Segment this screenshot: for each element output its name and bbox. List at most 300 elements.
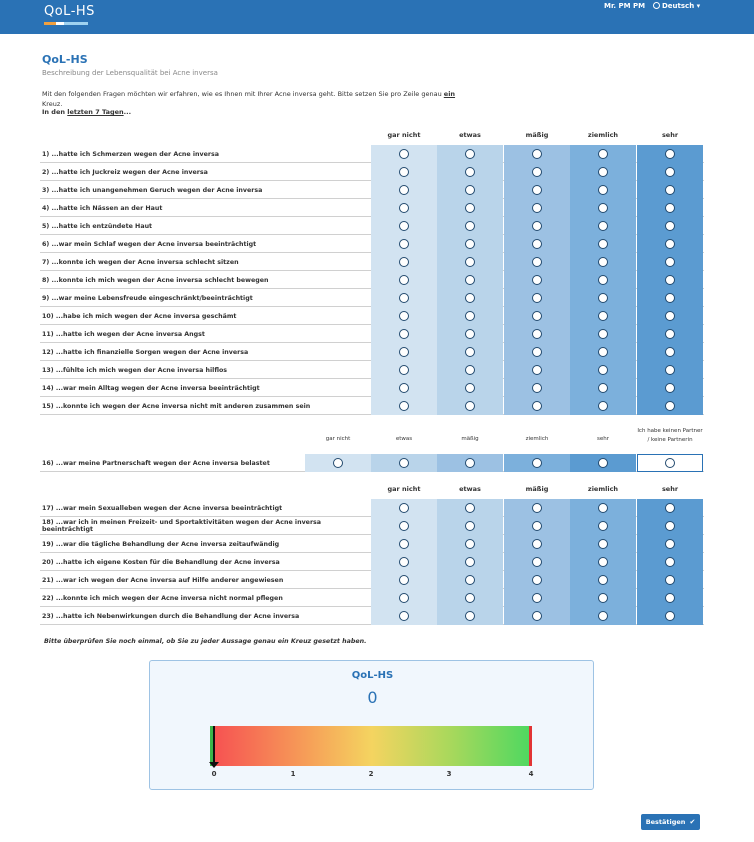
answer-cell[interactable] bbox=[570, 145, 636, 163]
answer-cell[interactable] bbox=[637, 517, 703, 535]
answer-radio[interactable] bbox=[399, 275, 409, 285]
answer-radio[interactable] bbox=[465, 275, 475, 285]
answer-cell[interactable] bbox=[371, 181, 437, 199]
intro-tail: Kreuz. bbox=[42, 100, 63, 108]
question-label: 19) ...war die tägliche Behandlung der Acne inversa zeitaufwändig bbox=[42, 540, 280, 548]
answer-cell[interactable] bbox=[371, 163, 437, 181]
answer-radio[interactable] bbox=[399, 311, 409, 321]
answer-radio[interactable] bbox=[532, 539, 542, 549]
answer-cell[interactable] bbox=[371, 589, 437, 607]
user-menu[interactable]: Mr. PM PM bbox=[604, 2, 646, 10]
answer-cell[interactable] bbox=[637, 199, 703, 217]
intro-main: Mit den folgenden Fragen möchten wir erfahren, wie es Ihnen mit Ihrer Acne inversa geht. Bitte setzen Sie pro Zeile genau bbox=[42, 90, 442, 98]
answer-radio[interactable] bbox=[665, 401, 675, 411]
score-marker-arrow-icon bbox=[209, 762, 219, 768]
score-tick: 3 bbox=[446, 770, 452, 778]
answer-cell[interactable] bbox=[371, 325, 437, 343]
answer-cell[interactable] bbox=[504, 235, 570, 253]
question-label: 8) ...konnte ich mich wegen der Acne inversa schlecht bewegen bbox=[42, 276, 269, 284]
answer-radio[interactable] bbox=[465, 185, 475, 195]
answer-radio[interactable] bbox=[598, 185, 608, 195]
answer-cell[interactable] bbox=[637, 397, 703, 415]
answer-cell[interactable] bbox=[637, 607, 703, 625]
answer-cell[interactable] bbox=[570, 379, 636, 397]
language-label: Deutsch bbox=[662, 2, 695, 10]
app-logo[interactable]: QoL-HS bbox=[44, 4, 95, 19]
answer-radio[interactable] bbox=[598, 293, 608, 303]
period-prefix: In den bbox=[42, 108, 65, 116]
answer-cell[interactable] bbox=[504, 253, 570, 271]
column-header: gar nicht bbox=[325, 436, 351, 442]
answer-radio[interactable] bbox=[399, 149, 409, 159]
answer-cell[interactable] bbox=[637, 325, 703, 343]
answer-cell[interactable] bbox=[504, 307, 570, 325]
answer-cell[interactable] bbox=[504, 397, 570, 415]
answer-cell[interactable] bbox=[637, 181, 703, 199]
answer-radio[interactable] bbox=[665, 575, 675, 585]
answer-radio[interactable] bbox=[399, 329, 409, 339]
column-header: mäßig bbox=[461, 436, 479, 442]
answer-radio[interactable] bbox=[665, 203, 675, 213]
question-row bbox=[40, 163, 704, 181]
answer-cell[interactable] bbox=[570, 397, 636, 415]
answer-cell[interactable] bbox=[504, 271, 570, 289]
language-select[interactable] bbox=[653, 2, 700, 10]
answer-cell[interactable] bbox=[371, 307, 437, 325]
question-row bbox=[40, 343, 704, 361]
question-label: 22) ...konnte ich mich wegen der Acne inversa nicht normal pflegen bbox=[42, 594, 283, 602]
answer-cell[interactable] bbox=[504, 499, 570, 517]
answer-cell[interactable] bbox=[504, 163, 570, 181]
answer-radio[interactable] bbox=[598, 557, 608, 567]
answer-cell[interactable] bbox=[570, 361, 636, 379]
score-tick: 1 bbox=[290, 770, 296, 778]
score-gradient-bar bbox=[214, 726, 530, 766]
period-text bbox=[42, 108, 131, 116]
column-header: etwas bbox=[459, 485, 481, 493]
answer-cell[interactable] bbox=[570, 553, 636, 571]
score-title: QoL-HS bbox=[351, 670, 394, 681]
answer-radio[interactable] bbox=[532, 503, 542, 513]
answer-cell[interactable] bbox=[570, 517, 636, 535]
answer-radio[interactable] bbox=[532, 521, 542, 531]
answer-radio[interactable] bbox=[399, 521, 409, 531]
answer-radio[interactable] bbox=[598, 167, 608, 177]
answer-radio[interactable] bbox=[598, 311, 608, 321]
answer-radio[interactable] bbox=[598, 593, 608, 603]
answer-cell[interactable] bbox=[570, 535, 636, 553]
answer-radio[interactable] bbox=[465, 329, 475, 339]
answer-cell[interactable] bbox=[570, 289, 636, 307]
answer-radio[interactable] bbox=[665, 593, 675, 603]
answer-radio[interactable] bbox=[665, 365, 675, 375]
answer-radio[interactable] bbox=[532, 329, 542, 339]
globe-icon bbox=[653, 2, 660, 9]
answer-radio[interactable] bbox=[532, 593, 542, 603]
answer-radio[interactable] bbox=[665, 167, 675, 177]
answer-cell[interactable] bbox=[504, 343, 570, 361]
answer-radio[interactable] bbox=[399, 365, 409, 375]
answer-cell[interactable] bbox=[437, 235, 503, 253]
confirm-button[interactable] bbox=[641, 814, 700, 830]
check-icon: ✔ bbox=[689, 818, 696, 826]
answer-cell[interactable] bbox=[637, 163, 703, 181]
answer-radio[interactable] bbox=[598, 458, 608, 468]
question-label: 6) ...war mein Schlaf wegen der Acne inversa beeinträchtigt bbox=[42, 240, 257, 248]
answer-cell[interactable] bbox=[504, 535, 570, 553]
answer-cell[interactable] bbox=[504, 289, 570, 307]
answer-cell[interactable] bbox=[371, 145, 437, 163]
answer-radio[interactable] bbox=[665, 257, 675, 267]
answer-cell[interactable] bbox=[637, 217, 703, 235]
answer-radio[interactable] bbox=[399, 257, 409, 267]
answer-cell[interactable] bbox=[437, 517, 503, 535]
answer-cell[interactable] bbox=[437, 199, 503, 217]
answer-cell[interactable] bbox=[371, 517, 437, 535]
question-row bbox=[40, 517, 704, 535]
answer-radio[interactable] bbox=[399, 401, 409, 411]
answer-cell[interactable] bbox=[504, 181, 570, 199]
answer-cell[interactable] bbox=[371, 271, 437, 289]
answer-radio[interactable] bbox=[532, 221, 542, 231]
answer-radio[interactable] bbox=[532, 275, 542, 285]
column-header: Ich habe keinen Partner / keine Partnerin bbox=[637, 428, 703, 443]
logo-underline bbox=[44, 22, 88, 25]
answer-radio[interactable] bbox=[665, 275, 675, 285]
answer-radio[interactable] bbox=[665, 149, 675, 159]
answer-radio[interactable] bbox=[399, 221, 409, 231]
answer-radio[interactable] bbox=[532, 575, 542, 585]
answer-cell[interactable] bbox=[437, 145, 503, 163]
column-header: sehr bbox=[661, 131, 679, 139]
answer-cell[interactable] bbox=[637, 343, 703, 361]
answer-radio[interactable] bbox=[465, 575, 475, 585]
answer-radio[interactable] bbox=[665, 329, 675, 339]
answer-cell[interactable] bbox=[570, 571, 636, 589]
answer-cell[interactable] bbox=[437, 181, 503, 199]
answer-cell[interactable] bbox=[570, 589, 636, 607]
answer-radio[interactable] bbox=[465, 149, 475, 159]
answer-cell[interactable] bbox=[437, 589, 503, 607]
answer-radio[interactable] bbox=[399, 239, 409, 249]
answer-cell[interactable] bbox=[437, 571, 503, 589]
answer-cell[interactable] bbox=[504, 145, 570, 163]
answer-radio[interactable] bbox=[665, 521, 675, 531]
answer-cell[interactable] bbox=[305, 454, 371, 472]
no-partner-cell[interactable] bbox=[637, 454, 703, 472]
answer-cell[interactable] bbox=[371, 397, 437, 415]
answer-cell[interactable] bbox=[371, 199, 437, 217]
answer-radio[interactable] bbox=[665, 503, 675, 513]
answer-radio[interactable] bbox=[333, 458, 343, 468]
answer-radio[interactable] bbox=[532, 611, 542, 621]
answer-radio[interactable] bbox=[532, 257, 542, 267]
answer-cell[interactable] bbox=[637, 289, 703, 307]
answer-radio[interactable] bbox=[532, 185, 542, 195]
answer-radio[interactable] bbox=[465, 365, 475, 375]
answer-radio[interactable] bbox=[465, 293, 475, 303]
answer-radio[interactable] bbox=[532, 293, 542, 303]
question-row bbox=[40, 199, 704, 217]
question-label: 20) ...hatte ich eigene Kosten für die Behandlung der Acne inversa bbox=[42, 558, 280, 566]
answer-radio[interactable] bbox=[465, 611, 475, 621]
answer-radio[interactable] bbox=[598, 347, 608, 357]
answer-radio[interactable] bbox=[598, 221, 608, 231]
answer-cell[interactable] bbox=[570, 271, 636, 289]
answer-radio[interactable] bbox=[532, 167, 542, 177]
answer-cell[interactable] bbox=[504, 454, 570, 472]
answer-cell[interactable] bbox=[570, 454, 636, 472]
question-row bbox=[40, 289, 704, 307]
answer-radio[interactable] bbox=[399, 458, 409, 468]
answer-cell[interactable] bbox=[437, 553, 503, 571]
answer-cell[interactable] bbox=[637, 535, 703, 553]
answer-cell[interactable] bbox=[570, 235, 636, 253]
answer-radio[interactable] bbox=[399, 503, 409, 513]
answer-radio[interactable] bbox=[598, 521, 608, 531]
answer-cell[interactable] bbox=[437, 607, 503, 625]
answer-radio[interactable] bbox=[465, 257, 475, 267]
answer-radio[interactable] bbox=[532, 401, 542, 411]
answer-cell[interactable] bbox=[371, 607, 437, 625]
answer-cell[interactable] bbox=[371, 454, 437, 472]
answer-radio[interactable] bbox=[598, 329, 608, 339]
answer-cell[interactable] bbox=[637, 271, 703, 289]
answer-cell[interactable] bbox=[637, 379, 703, 397]
answer-radio[interactable] bbox=[465, 347, 475, 357]
question-row bbox=[40, 235, 704, 253]
question-row bbox=[40, 397, 704, 415]
answer-radio[interactable] bbox=[598, 257, 608, 267]
answer-cell[interactable] bbox=[437, 397, 503, 415]
answer-radio[interactable] bbox=[399, 611, 409, 621]
answer-radio[interactable] bbox=[399, 557, 409, 567]
answer-radio[interactable] bbox=[465, 383, 475, 393]
caret-down-icon: ▾ bbox=[696, 2, 701, 10]
answer-cell[interactable] bbox=[504, 589, 570, 607]
answer-cell[interactable] bbox=[371, 553, 437, 571]
answer-radio[interactable] bbox=[598, 239, 608, 249]
answer-radio[interactable] bbox=[465, 593, 475, 603]
answer-radio[interactable] bbox=[665, 383, 675, 393]
answer-radio[interactable] bbox=[532, 365, 542, 375]
answer-cell[interactable] bbox=[637, 145, 703, 163]
column-header: gar nicht bbox=[387, 131, 421, 139]
answer-radio[interactable] bbox=[465, 521, 475, 531]
answer-cell[interactable] bbox=[570, 499, 636, 517]
answer-cell[interactable] bbox=[570, 343, 636, 361]
answer-cell[interactable] bbox=[371, 379, 437, 397]
answer-radio[interactable] bbox=[465, 401, 475, 411]
answer-radio[interactable] bbox=[465, 503, 475, 513]
question-label: 4) ...hatte ich Nässen an der Haut bbox=[42, 204, 163, 212]
answer-radio[interactable] bbox=[399, 167, 409, 177]
answer-radio[interactable] bbox=[598, 203, 608, 213]
answer-radio[interactable] bbox=[665, 293, 675, 303]
answer-cell[interactable] bbox=[437, 217, 503, 235]
answer-radio[interactable] bbox=[598, 503, 608, 513]
answer-cell[interactable] bbox=[437, 325, 503, 343]
answer-cell[interactable] bbox=[570, 253, 636, 271]
answer-cell[interactable] bbox=[437, 343, 503, 361]
question-row bbox=[40, 145, 704, 163]
answer-radio[interactable] bbox=[665, 185, 675, 195]
answer-radio[interactable] bbox=[465, 557, 475, 567]
page-title: QoL-HS bbox=[42, 53, 88, 66]
question-row bbox=[40, 361, 704, 379]
page-subtitle: Beschreibung der Lebensqualität bei Acne inversa bbox=[42, 69, 218, 77]
answer-cell[interactable] bbox=[637, 499, 703, 517]
answer-radio[interactable] bbox=[465, 458, 475, 468]
answer-radio[interactable] bbox=[532, 557, 542, 567]
answer-cell[interactable] bbox=[371, 535, 437, 553]
answer-cell[interactable] bbox=[570, 199, 636, 217]
question-label: 13) ...fühlte ich mich wegen der Acne inversa hilflos bbox=[42, 366, 228, 374]
answer-radio[interactable] bbox=[399, 575, 409, 585]
question-label: 1) ...hatte ich Schmerzen wegen der Acne inversa bbox=[42, 150, 219, 158]
answer-radio[interactable] bbox=[665, 539, 675, 549]
answer-radio[interactable] bbox=[598, 539, 608, 549]
question-row bbox=[40, 271, 704, 289]
question-label: 23) ...hatte ich Nebenwirkungen durch die Behandlung der Acne inversa bbox=[42, 612, 300, 620]
answer-cell[interactable] bbox=[570, 607, 636, 625]
answer-radio[interactable] bbox=[598, 365, 608, 375]
answer-radio[interactable] bbox=[465, 539, 475, 549]
answer-radio[interactable] bbox=[399, 593, 409, 603]
answer-radio[interactable] bbox=[532, 311, 542, 321]
answer-cell[interactable] bbox=[637, 361, 703, 379]
answer-radio[interactable] bbox=[532, 347, 542, 357]
question-label: 5) ...hatte ich entzündete Haut bbox=[42, 222, 153, 230]
answer-radio[interactable] bbox=[665, 239, 675, 249]
answer-cell[interactable] bbox=[504, 607, 570, 625]
answer-radio[interactable] bbox=[399, 383, 409, 393]
answer-cell[interactable] bbox=[437, 499, 503, 517]
column-header: etwas bbox=[459, 131, 481, 139]
answer-cell[interactable] bbox=[504, 199, 570, 217]
answer-cell[interactable] bbox=[504, 379, 570, 397]
column-header: mäßig bbox=[525, 485, 549, 493]
answer-radio[interactable] bbox=[532, 383, 542, 393]
answer-cell[interactable] bbox=[637, 235, 703, 253]
column-header: sehr bbox=[597, 436, 609, 442]
answer-cell[interactable] bbox=[437, 535, 503, 553]
answer-cell[interactable] bbox=[437, 361, 503, 379]
answer-cell[interactable] bbox=[570, 181, 636, 199]
answer-radio[interactable] bbox=[465, 239, 475, 249]
answer-cell[interactable] bbox=[437, 253, 503, 271]
answer-radio[interactable] bbox=[665, 347, 675, 357]
answer-cell[interactable] bbox=[371, 571, 437, 589]
question-label: 18) ...war ich in meinen Freizeit- und Sportaktivitäten wegen der Acne inversa beeinträchtigt bbox=[42, 519, 322, 533]
answer-radio[interactable] bbox=[399, 539, 409, 549]
answer-cell[interactable] bbox=[437, 163, 503, 181]
answer-radio[interactable] bbox=[399, 203, 409, 213]
question-label: 7) ...konnte ich wegen der Acne inversa schlecht sitzen bbox=[42, 258, 239, 266]
confirm-label: Bestätigen bbox=[645, 818, 686, 826]
answer-cell[interactable] bbox=[371, 499, 437, 517]
answer-cell[interactable] bbox=[570, 325, 636, 343]
column-header: ziemlich bbox=[587, 131, 619, 139]
score-tick: 0 bbox=[211, 770, 217, 778]
answer-radio[interactable] bbox=[665, 221, 675, 231]
answer-radio[interactable] bbox=[598, 401, 608, 411]
answer-cell[interactable] bbox=[637, 571, 703, 589]
answer-cell[interactable] bbox=[570, 217, 636, 235]
top-navbar bbox=[0, 0, 754, 34]
answer-cell[interactable] bbox=[437, 379, 503, 397]
answer-cell[interactable] bbox=[437, 271, 503, 289]
answer-cell[interactable] bbox=[437, 307, 503, 325]
question-row bbox=[40, 571, 704, 589]
answer-radio[interactable] bbox=[465, 221, 475, 231]
question-row bbox=[40, 217, 704, 235]
answer-cell[interactable] bbox=[504, 325, 570, 343]
answer-radio[interactable] bbox=[532, 239, 542, 249]
answer-cell[interactable] bbox=[371, 217, 437, 235]
question-label: 16) ...war meine Partnerschaft wegen der Acne inversa belastet bbox=[42, 459, 270, 467]
score-value: 0 bbox=[367, 688, 378, 707]
answer-cell[interactable] bbox=[371, 289, 437, 307]
answer-cell[interactable] bbox=[371, 253, 437, 271]
answer-cell[interactable] bbox=[570, 307, 636, 325]
question-label: 17) ...war mein Sexualleben wegen der Acne inversa beeinträchtigt bbox=[42, 504, 283, 512]
answer-radio[interactable] bbox=[598, 575, 608, 585]
answer-cell[interactable] bbox=[504, 517, 570, 535]
answer-cell[interactable] bbox=[637, 253, 703, 271]
answer-cell[interactable] bbox=[437, 289, 503, 307]
answer-cell[interactable] bbox=[371, 235, 437, 253]
answer-radio[interactable] bbox=[465, 167, 475, 177]
question-label: 2) ...hatte ich Juckreiz wegen der Acne inversa bbox=[42, 168, 208, 176]
answer-radio[interactable] bbox=[465, 203, 475, 213]
answer-cell[interactable] bbox=[371, 343, 437, 361]
question-row bbox=[40, 589, 704, 607]
answer-cell[interactable] bbox=[437, 454, 503, 472]
answer-radio[interactable] bbox=[399, 293, 409, 303]
question-row bbox=[40, 181, 704, 199]
answer-cell[interactable] bbox=[371, 361, 437, 379]
answer-radio[interactable] bbox=[532, 458, 542, 468]
answer-radio[interactable] bbox=[532, 203, 542, 213]
answer-cell[interactable] bbox=[504, 553, 570, 571]
answer-cell[interactable] bbox=[504, 361, 570, 379]
question-label: 10) ...habe ich mich wegen der Acne inversa geschämt bbox=[42, 312, 237, 320]
answer-cell[interactable] bbox=[504, 217, 570, 235]
question-row bbox=[40, 379, 704, 397]
answer-radio[interactable] bbox=[598, 149, 608, 159]
answer-radio[interactable] bbox=[665, 611, 675, 621]
answer-cell[interactable] bbox=[570, 163, 636, 181]
answer-radio[interactable] bbox=[665, 557, 675, 567]
column-header: gar nicht bbox=[387, 485, 421, 493]
answer-radio[interactable] bbox=[598, 383, 608, 393]
answer-radio[interactable] bbox=[465, 311, 475, 321]
answer-radio[interactable] bbox=[665, 458, 675, 468]
answer-radio[interactable] bbox=[598, 611, 608, 621]
answer-cell[interactable] bbox=[637, 589, 703, 607]
answer-radio[interactable] bbox=[399, 185, 409, 195]
answer-radio[interactable] bbox=[665, 311, 675, 321]
answer-radio[interactable] bbox=[399, 347, 409, 357]
answer-radio[interactable] bbox=[598, 275, 608, 285]
question-row-partner bbox=[40, 454, 704, 472]
answer-cell[interactable] bbox=[504, 571, 570, 589]
column-header: etwas bbox=[395, 436, 413, 442]
answer-cell[interactable] bbox=[637, 307, 703, 325]
answer-cell[interactable] bbox=[637, 553, 703, 571]
answer-radio[interactable] bbox=[532, 149, 542, 159]
